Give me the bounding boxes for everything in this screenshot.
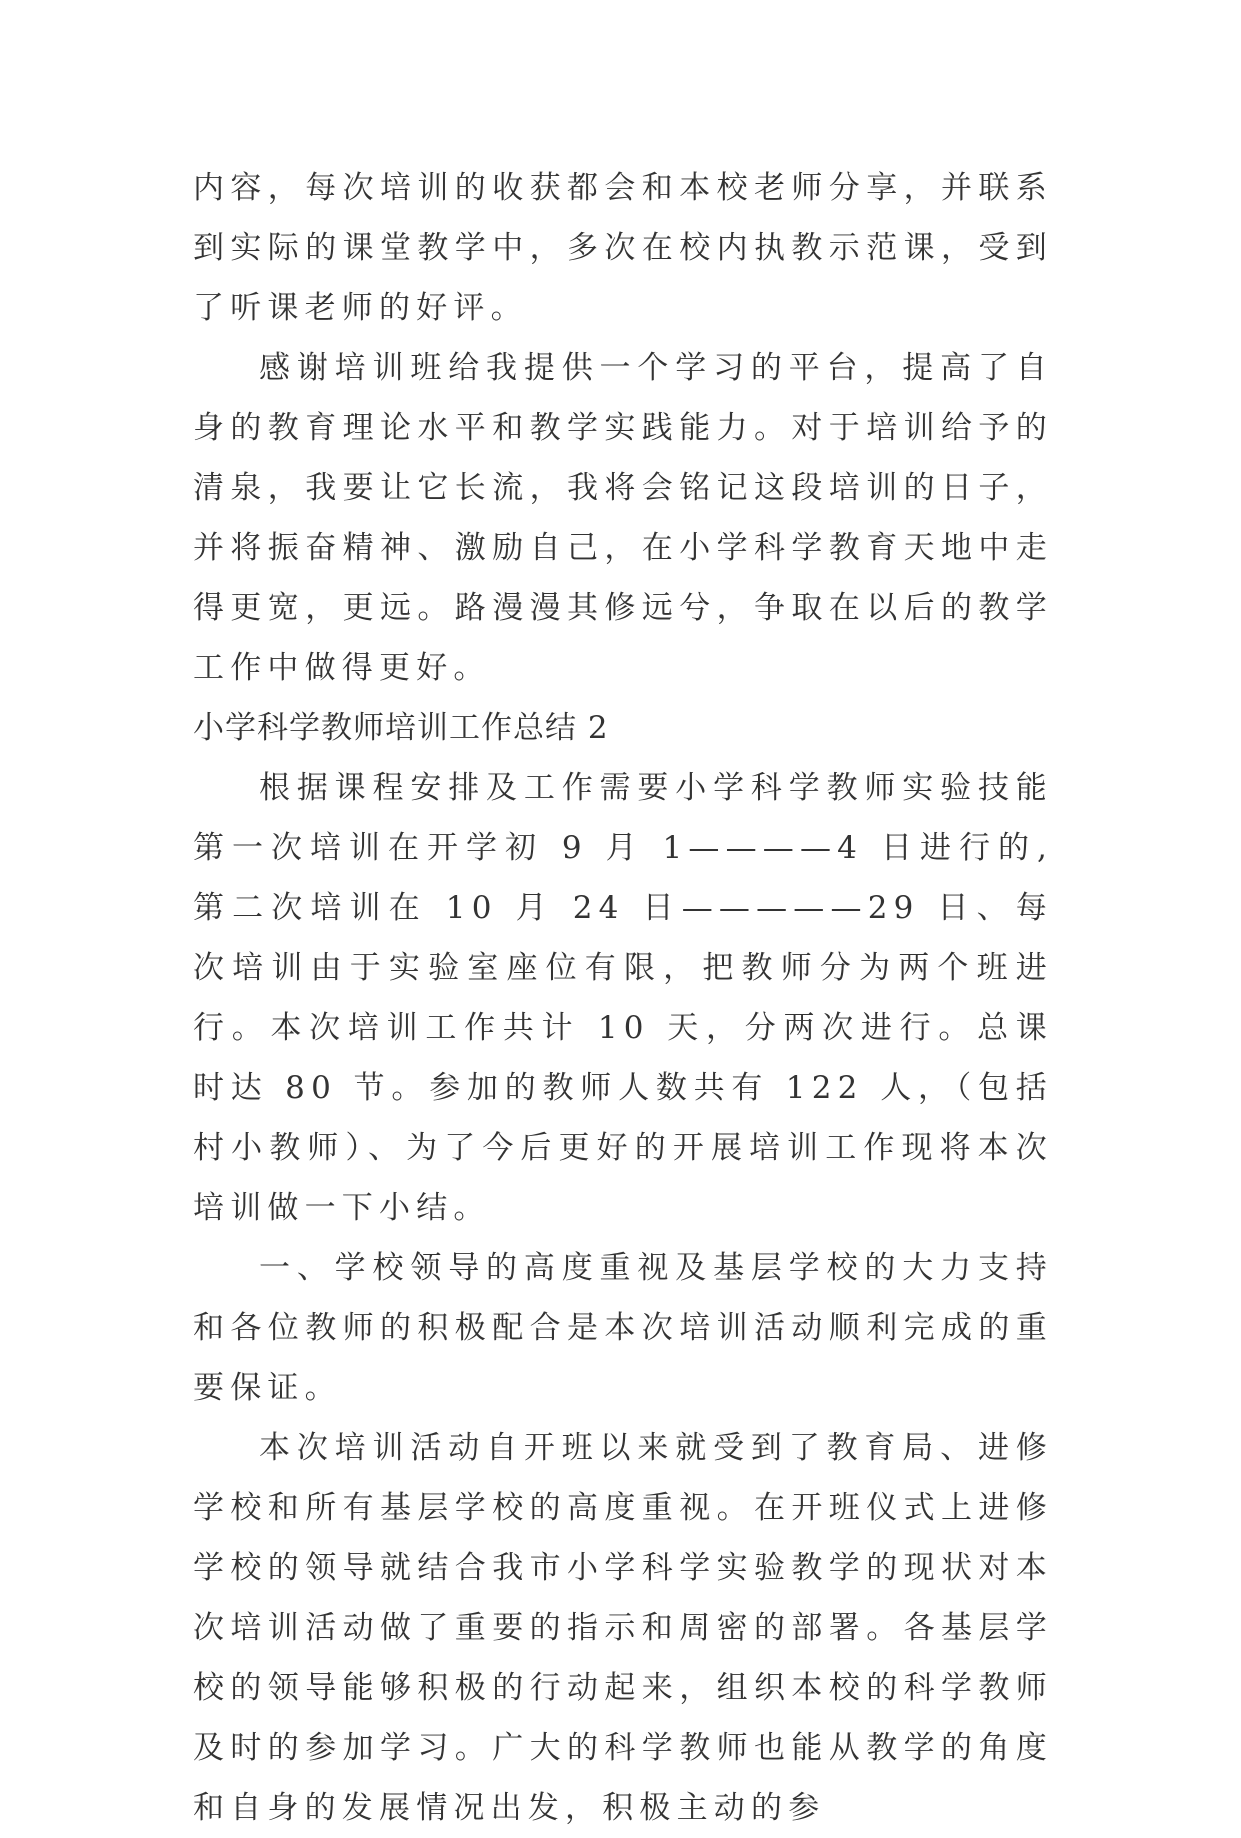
paragraph-thanks: 感谢培训班给我提供一个学习的平台，提高了自身的教育理论水平和教学实践能力。对于培训给予的清泉，我要让它长流，我将会铭记这段培训的日子，并将振奋精神、激励自己，在小学科学教育天地中走得更宽，更远。路漫漫其修远兮，争取在以后的教学工作中做得更好。 — [193, 350, 1053, 686]
document-body — [193, 158, 1053, 1838]
paragraph-point-one: 一、学校领导的高度重视及基层学校的大力支持和各位教师的积极配合是本次培训活动顺利完成的重要保证。 — [193, 1250, 1053, 1406]
section-title: 小学科学教师培训工作总结 2 — [193, 710, 609, 746]
paragraph-attention: 本次培训活动自开班以来就受到了教育局、进修学校和所有基层学校的高度重视。在开班仪式上进修学校的领导就结合我市小学科学实验教学的现状对本次培训活动做了重要的指示和周密的部署。各基层学校的领导能够积极的行动起来，组织本校的科学教师及时的参加学习。广大的科学教师也能从教学的角度和自身的发展情况出发，积极主动的参 — [193, 1430, 1053, 1826]
paragraph-schedule: 根据课程安排及工作需要小学科学教师实验技能第一次培训在开学初 9 月 1————4 日进行的,第二次培训在 10 月 24 日—————29 日、每次培训由于实验室座位有限，把教师分为两个班进行。本次培训工作共计 10 天，分两次进行。总课时达 80 节。参加的教师人数共有 122 人，（包括村小教师）、为了今后更好的开展培训工作现将本次培训做一下小结。 — [193, 770, 1053, 1226]
paragraph-continued: 内容，每次培训的收获都会和本校老师分享，并联系到实际的课堂教学中，多次在校内执教示范课，受到了听课老师的好评。 — [193, 170, 1053, 326]
